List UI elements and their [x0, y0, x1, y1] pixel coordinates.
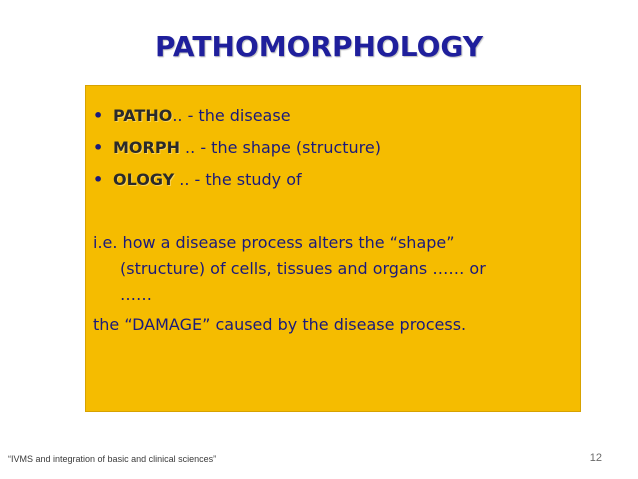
content-box — [85, 85, 581, 412]
bullet-item-ology — [93, 164, 570, 196]
bullet-item-patho — [93, 100, 570, 132]
bullet-term: OLOGY — [113, 170, 175, 189]
bullet-term: MORPH — [113, 138, 180, 157]
closing-line: the “DAMAGE” caused by the disease process. — [93, 315, 467, 334]
bullet-list — [93, 100, 570, 196]
bullet-text: .. - the study of — [174, 170, 302, 189]
explanation-line-3: …… — [120, 285, 152, 304]
bullet-dot-icon: • — [93, 170, 104, 189]
bullet-dot-icon: • — [93, 106, 104, 125]
spacer — [93, 196, 570, 230]
bullet-term: PATHO — [113, 106, 173, 125]
slide-title: PATHOMORPHOLOGY — [154, 30, 484, 63]
explanation-line-1: i.e. how a disease process alters the “shape” — [93, 233, 455, 252]
bullet-text: .. - the disease — [172, 106, 291, 125]
page-number: 12 — [589, 452, 602, 464]
bullet-item-morph — [93, 132, 570, 164]
bullet-text: .. - the shape (structure) — [179, 138, 381, 157]
explanation-line-2: (structure) of cells, tissues and organs …… or — [120, 259, 486, 278]
bullet-dot-icon: • — [93, 138, 104, 157]
footer-text: “IVMS and integration of basic and clinical sciences” — [8, 454, 217, 464]
